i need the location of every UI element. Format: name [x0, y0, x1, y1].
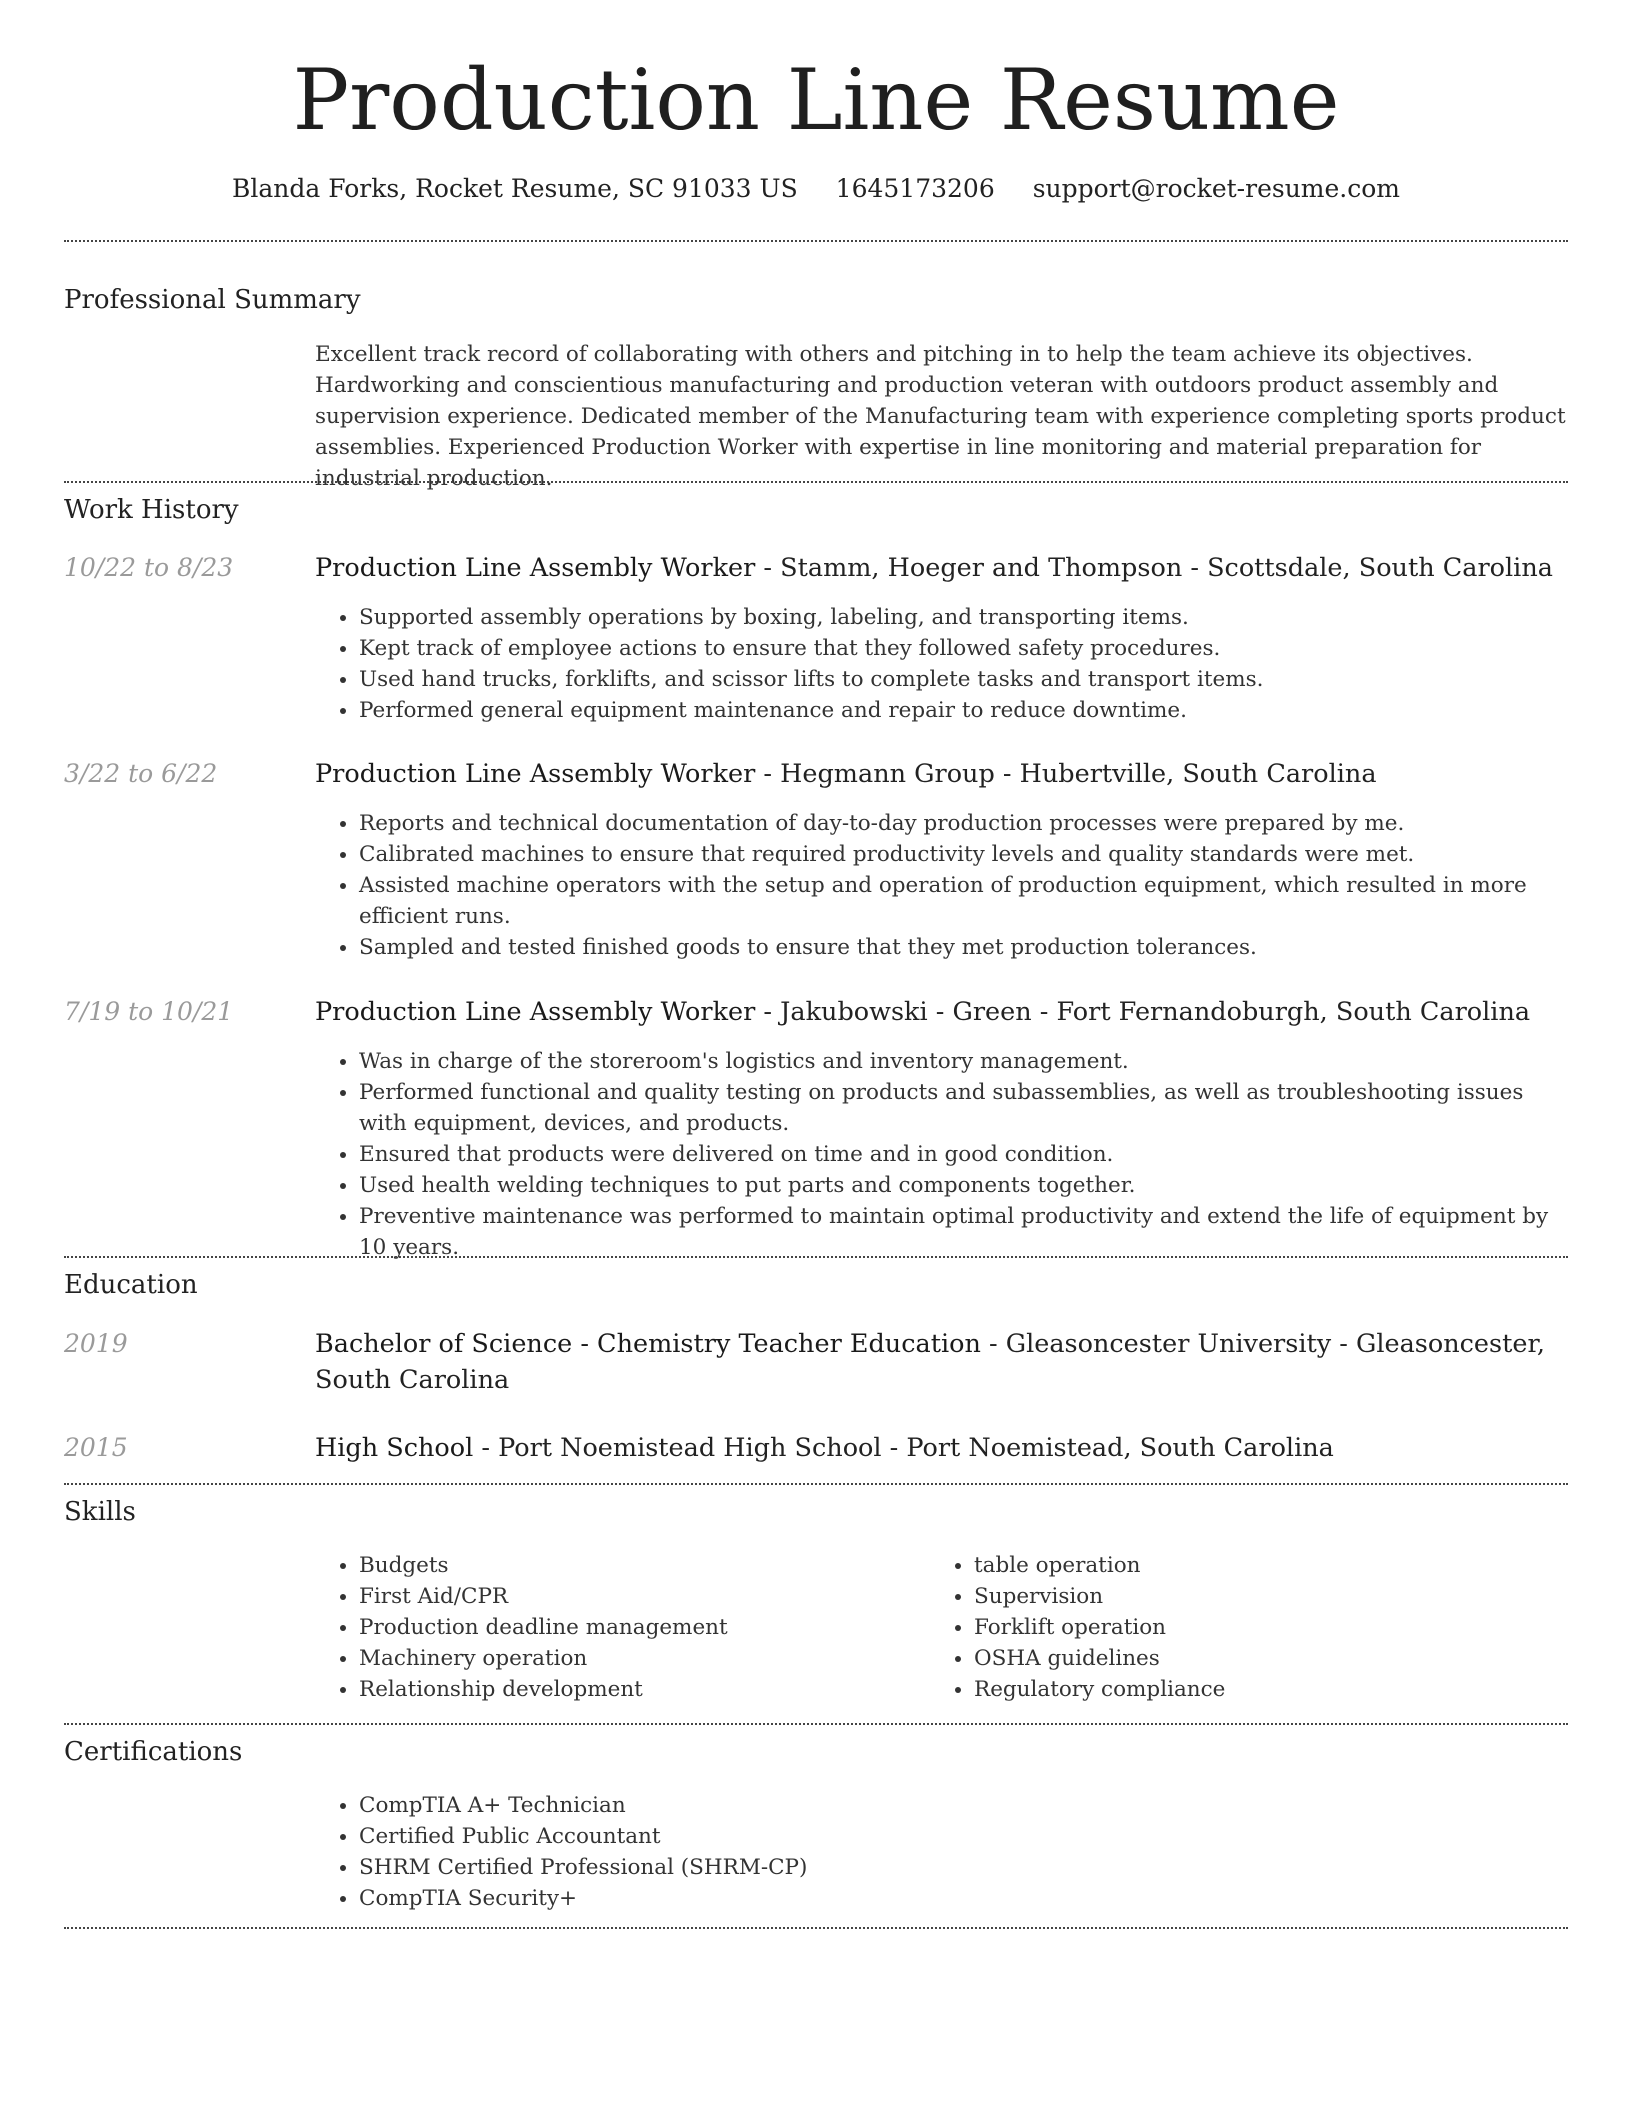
- resume-title: Production Line Resume: [292, 51, 1340, 149]
- job-dates: 7/19 to 10/21: [64, 997, 234, 1026]
- list-item: • Forklift operation: [974, 1612, 1560, 1643]
- contact-address: Blanda Forks, Rocket Resume, SC 91033 US: [232, 174, 798, 203]
- list-item: • Preventive maintenance was performed to maintain optimal productivity and extend the life of equipment by 10 years.: [359, 1201, 1565, 1263]
- job-title: Production Line Assembly Worker: [315, 759, 756, 789]
- education-school: - Port Noemistead High School - Port Noemistead, South Carolina: [473, 1433, 1334, 1463]
- list-item: • Used hand trucks, forklifts, and scissor lifts to complete tasks and transport items.: [359, 664, 1565, 695]
- job-bullet-list: [315, 808, 1565, 963]
- job-heading: [315, 756, 1570, 792]
- divider: [64, 1256, 1568, 1258]
- list-item: • First Aid/CPR: [359, 1581, 915, 1612]
- section-title-summary: Professional Summary: [64, 285, 361, 315]
- education-year: 2015: [64, 1433, 128, 1462]
- job-heading: [315, 994, 1570, 1030]
- list-item: • Performed general equipment maintenance and repair to reduce downtime.: [359, 695, 1565, 726]
- contact-email: support@rocket-resume.com: [1032, 174, 1400, 203]
- list-item: • Budgets: [359, 1550, 915, 1581]
- list-item: • Performed functional and quality testing on products and subassemblies, as well as troubleshooting issues with equipment, devices, and products.: [359, 1077, 1565, 1139]
- list-item: • Certified Public Accountant: [359, 1821, 1565, 1852]
- list-item: • Supervision: [974, 1581, 1560, 1612]
- list-item: • Regulatory compliance: [974, 1674, 1560, 1705]
- education-degree: Bachelor of Science - Chemistry Teacher Education: [315, 1329, 981, 1359]
- section-title-certifications: Certifications: [64, 1737, 243, 1767]
- education-degree: High School: [315, 1433, 474, 1463]
- divider: [64, 240, 1568, 242]
- list-item: • CompTIA Security+: [359, 1883, 1565, 1914]
- list-item: • Relationship development: [359, 1674, 915, 1705]
- skills-list-left: [315, 1550, 915, 1705]
- divider: [64, 1927, 1568, 1929]
- job-employer: - Hegmann Group - Hubertville, South Carolina: [755, 759, 1377, 789]
- divider: [64, 481, 1568, 483]
- divider: [64, 1723, 1568, 1725]
- list-item: • OSHA guidelines: [974, 1643, 1560, 1674]
- list-item: • Kept track of employee actions to ensure that they followed safety procedures.: [359, 633, 1565, 664]
- job-employer: - Stamm, Hoeger and Thompson - Scottsdale, South Carolina: [755, 553, 1553, 583]
- section-title-education: Education: [64, 1270, 198, 1300]
- job-bullet-list: [315, 1046, 1565, 1263]
- education-year: 2019: [64, 1329, 128, 1358]
- job-dates: 3/22 to 6/22: [64, 759, 218, 788]
- contact-line: [0, 171, 1632, 207]
- job-dates: 10/22 to 8/23: [64, 553, 234, 582]
- list-item: • table operation: [974, 1550, 1560, 1581]
- job-title: Production Line Assembly Worker: [315, 553, 756, 583]
- list-item: • Was in charge of the storeroom's logistics and inventory management.: [359, 1046, 1565, 1077]
- list-item: • Calibrated machines to ensure that required productivity levels and quality standards were met.: [359, 839, 1565, 870]
- job-bullet-list: [315, 602, 1565, 726]
- list-item: • Reports and technical documentation of day-to-day production processes were prepared by me.: [359, 808, 1565, 839]
- divider: [64, 1483, 1568, 1485]
- summary-text: Excellent track record of collaborating with others and pitching in to help the team achieve its objectives. Hardworking and conscientious manufacturing and production veteran with outdoors product assembly and supervision experience. Dedicated member of the Manufacturing team with experience completing sports product assemblies. Experienced Production Worker with expertise in line monitoring and material preparation for industrial production.: [315, 342, 1566, 491]
- section-title-skills: Skills: [64, 1497, 136, 1527]
- list-item: • Production deadline management: [359, 1612, 915, 1643]
- education-heading: [315, 1326, 1570, 1398]
- contact-phone: 1645173206: [835, 174, 995, 203]
- list-item: • Ensured that products were delivered on time and in good condition.: [359, 1139, 1565, 1170]
- certifications-list: [315, 1790, 1565, 1914]
- job-title: Production Line Assembly Worker: [315, 997, 756, 1027]
- list-item: • Machinery operation: [359, 1643, 915, 1674]
- skills-list-right: [930, 1550, 1560, 1705]
- list-item: • Sampled and tested finished goods to ensure that they met production tolerances.: [359, 932, 1565, 963]
- list-item: • Supported assembly operations by boxing, labeling, and transporting items.: [359, 602, 1565, 633]
- education-school: - Gleasoncester University - Gleasoncester, South Carolina: [315, 1329, 1545, 1395]
- list-item: • Used health welding techniques to put parts and components together.: [359, 1170, 1565, 1201]
- job-heading: [315, 550, 1570, 586]
- education-heading: [315, 1430, 1570, 1466]
- section-title-work-history: Work History: [64, 495, 239, 525]
- list-item: • Assisted machine operators with the setup and operation of production equipment, which resulted in more efficient runs.: [359, 870, 1565, 932]
- list-item: • CompTIA A+ Technician: [359, 1790, 1565, 1821]
- list-item: • SHRM Certified Professional (SHRM-CP): [359, 1852, 1565, 1883]
- job-employer: - Jakubowski - Green - Fort Fernandoburgh, South Carolina: [755, 997, 1531, 1027]
